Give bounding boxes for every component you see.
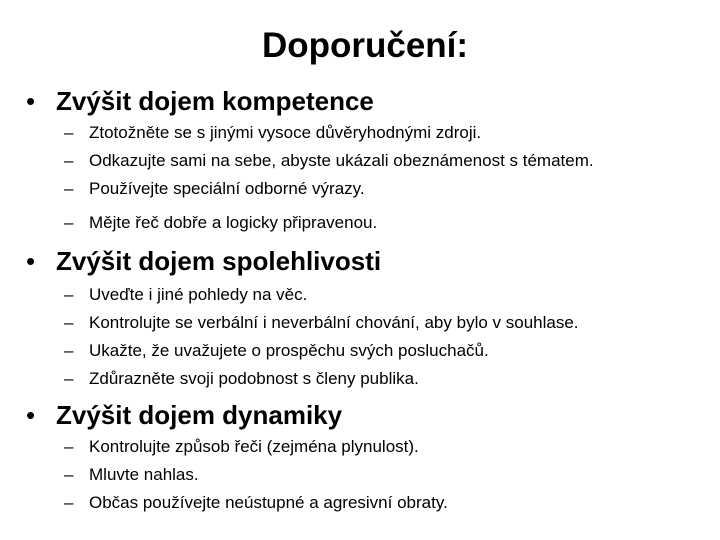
slide-title: Doporučení: — [261, 26, 469, 65]
list-item-text: Kontrolujte se verbální i neverbální chování, aby bylo v souhlase. — [89, 313, 579, 332]
list-item-text: Odkazujte sami na sebe, abyste ukázali obeznámenost s tématem. — [89, 151, 594, 170]
dash-icon: – — [64, 465, 74, 484]
dash-icon: – — [64, 493, 74, 512]
list-item — [64, 213, 377, 233]
list-item-text: Ztotožněte se s jinými vysoce důvěryhodnými zdroji. — [89, 123, 482, 142]
list-item-text: Zdůrazněte svoji podobnost s členy publika. — [89, 369, 419, 388]
list-item — [64, 179, 365, 199]
list-item — [64, 123, 481, 143]
dash-icon: – — [64, 213, 74, 232]
section-heading-dynamics — [26, 400, 342, 430]
list-item — [64, 285, 307, 305]
dash-icon: – — [64, 313, 74, 332]
section-heading-label: Zvýšit dojem spolehlivosti — [56, 246, 382, 276]
section-heading-reliability — [26, 246, 381, 276]
bullet-icon: • — [26, 86, 36, 116]
list-item — [64, 437, 419, 457]
list-item-text: Uveďte i jiné pohledy na věc. — [89, 285, 308, 304]
list-item — [64, 465, 199, 485]
list-item — [64, 369, 419, 389]
section-heading-label: Zvýšit dojem kompetence — [56, 86, 374, 116]
list-item — [64, 341, 489, 361]
dash-icon: – — [64, 285, 74, 304]
section-heading-label: Zvýšit dojem dynamiky — [56, 400, 343, 430]
dash-icon: – — [64, 123, 74, 142]
list-item — [64, 313, 579, 333]
list-item-text: Používejte speciální odborné výrazy. — [89, 179, 365, 198]
dash-icon: – — [64, 437, 74, 456]
bullet-icon: • — [26, 400, 36, 430]
dash-icon: – — [64, 179, 74, 198]
list-item-text: Kontrolujte způsob řeči (zejména plynulost). — [89, 437, 419, 456]
list-item — [64, 493, 448, 513]
list-item-text: Mějte řeč dobře a logicky připravenou. — [89, 213, 378, 232]
list-item — [64, 151, 594, 171]
dash-icon: – — [64, 341, 74, 360]
dash-icon: – — [64, 151, 74, 170]
list-item-text: Občas používejte neústupné a agresivní obraty. — [89, 493, 448, 512]
list-item-text: Ukažte, že uvažujete o prospěchu svých posluchačů. — [89, 341, 489, 360]
list-item-text: Mluvte nahlas. — [89, 465, 199, 484]
section-heading-competence — [26, 86, 374, 116]
dash-icon: – — [64, 369, 74, 388]
bullet-icon: • — [26, 246, 36, 276]
